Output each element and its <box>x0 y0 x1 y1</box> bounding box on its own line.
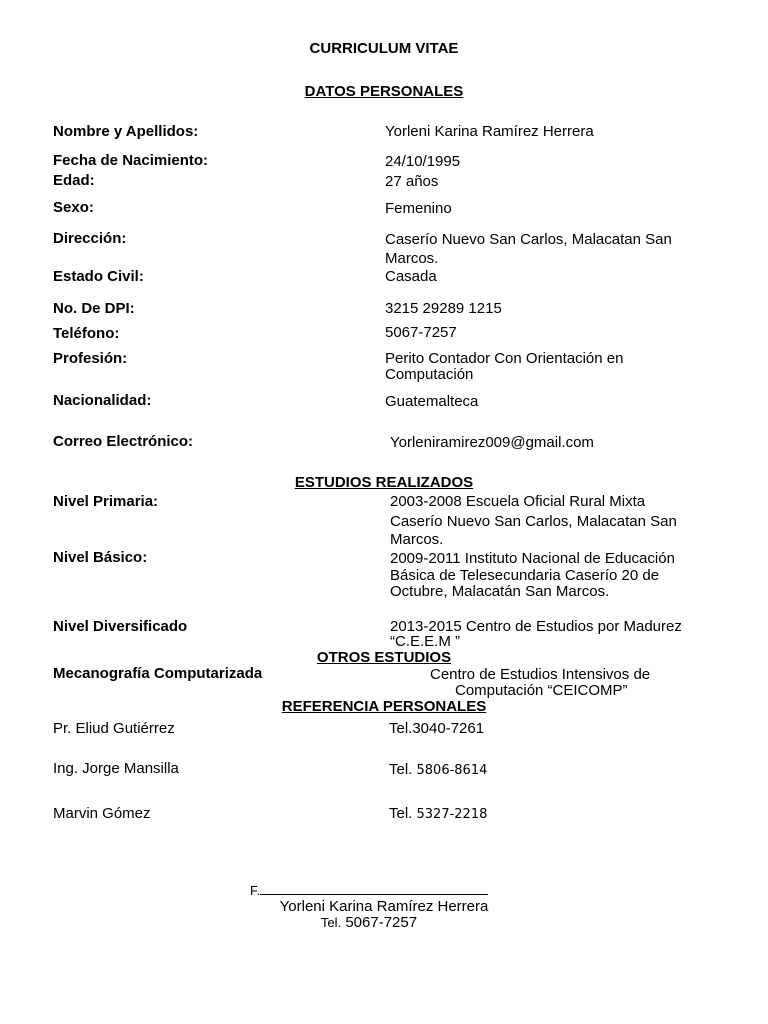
sex-value: Femenino <box>385 200 452 217</box>
email-value: Yorleniramirez009@gmail.com <box>390 434 594 451</box>
address-line-2: Marcos. <box>385 250 439 267</box>
birth-value: 24/10/1995 <box>385 153 461 170</box>
signature-phone <box>220 914 518 931</box>
phone-value: 5067-7257 <box>385 324 457 341</box>
signature-phone-number: 5067-7257 <box>345 914 418 931</box>
typing-line-2: Computación “CEICOMP” <box>455 682 628 699</box>
typing-label: Mecanografía Computarizada <box>53 665 263 682</box>
signature-prefix: F. <box>250 883 261 898</box>
section-heading-studies: ESTUDIOS REALIZADOS <box>294 474 474 491</box>
dpi-label: No. De DPI: <box>53 300 135 317</box>
reference-phone-number: 5327-2218 <box>416 807 488 822</box>
basic-line-3: Octubre, Malacatán San Marcos. <box>390 583 610 600</box>
reference-phone-prefix: Tel. <box>389 720 413 737</box>
signature-underline <box>260 882 488 895</box>
diversified-line-1: 2013-2015 Centro de Estudios por Madurez <box>390 618 682 635</box>
civil-status-value: Casada <box>385 268 437 285</box>
reference-name: Marvin Gómez <box>53 805 151 822</box>
address-label: Dirección: <box>53 230 127 247</box>
reference-phone <box>389 805 487 823</box>
primary-line-3: Marcos. <box>390 531 444 548</box>
profession-label: Profesión: <box>53 350 128 367</box>
reference-phone <box>389 761 487 779</box>
reference-phone-number: 5806-8614 <box>416 763 488 778</box>
diversified-label: Nivel Diversificado <box>53 618 188 635</box>
reference-name: Ing. Jorge Mansilla <box>53 760 179 777</box>
basic-line-2: Básica de Telesecundaria Caserío 20 de <box>390 567 660 584</box>
section-heading-references: REFERENCIA PERSONALES <box>281 698 487 715</box>
typing-line-1: Centro de Estudios Intensivos de <box>430 666 651 683</box>
signature-line <box>250 882 488 899</box>
primary-label: Nivel Primaria: <box>53 493 159 510</box>
address-line-1: Caserío Nuevo San Carlos, Malacatan San <box>385 231 672 248</box>
basic-label: Nivel Básico: <box>53 549 148 566</box>
email-label: Correo Electrónico: <box>53 433 194 450</box>
sex-label: Sexo: <box>53 199 94 216</box>
age-label: Edad: <box>53 172 95 189</box>
section-heading-personal: DATOS PERSONALES <box>304 83 464 100</box>
reference-phone-prefix: Tel. <box>389 761 413 778</box>
reference-phone-prefix: Tel. <box>389 805 413 822</box>
section-heading-other: OTROS ESTUDIOS <box>316 649 452 666</box>
signature-name: Yorleni Karina Ramírez Herrera <box>279 898 489 915</box>
phone-label: Teléfono: <box>53 325 120 342</box>
page-title: CURRICULUM VITAE <box>309 40 459 57</box>
basic-line-1: 2009-2011 Instituto Nacional de Educación <box>390 550 675 567</box>
name-label: Nombre y Apellidos: <box>53 123 199 140</box>
diversified-line-2: “C.E.E.M ” <box>390 633 460 650</box>
primary-line-1: 2003-2008 Escuela Oficial Rural Mixta <box>390 493 646 510</box>
signature-phone-prefix: Tel. <box>320 915 342 930</box>
nationality-label: Nacionalidad: <box>53 392 152 409</box>
reference-phone <box>389 720 484 737</box>
profession-line-2: Computación <box>385 366 474 383</box>
birth-label: Fecha de Nacimiento: <box>53 152 209 169</box>
civil-status-label: Estado Civil: <box>53 268 144 285</box>
name-value: Yorleni Karina Ramírez Herrera <box>385 123 594 140</box>
nationality-value: Guatemalteca <box>385 393 479 410</box>
dpi-value: 3215 29289 1215 <box>385 300 502 317</box>
profession-line-1: Perito Contador Con Orientación en <box>385 350 624 367</box>
age-value: 27 años <box>385 173 439 190</box>
primary-line-2: Caserío Nuevo San Carlos, Malacatan San <box>390 513 677 530</box>
reference-name: Pr. Eliud Gutiérrez <box>53 720 175 737</box>
reference-phone-number: 3040-7261 <box>412 720 485 737</box>
